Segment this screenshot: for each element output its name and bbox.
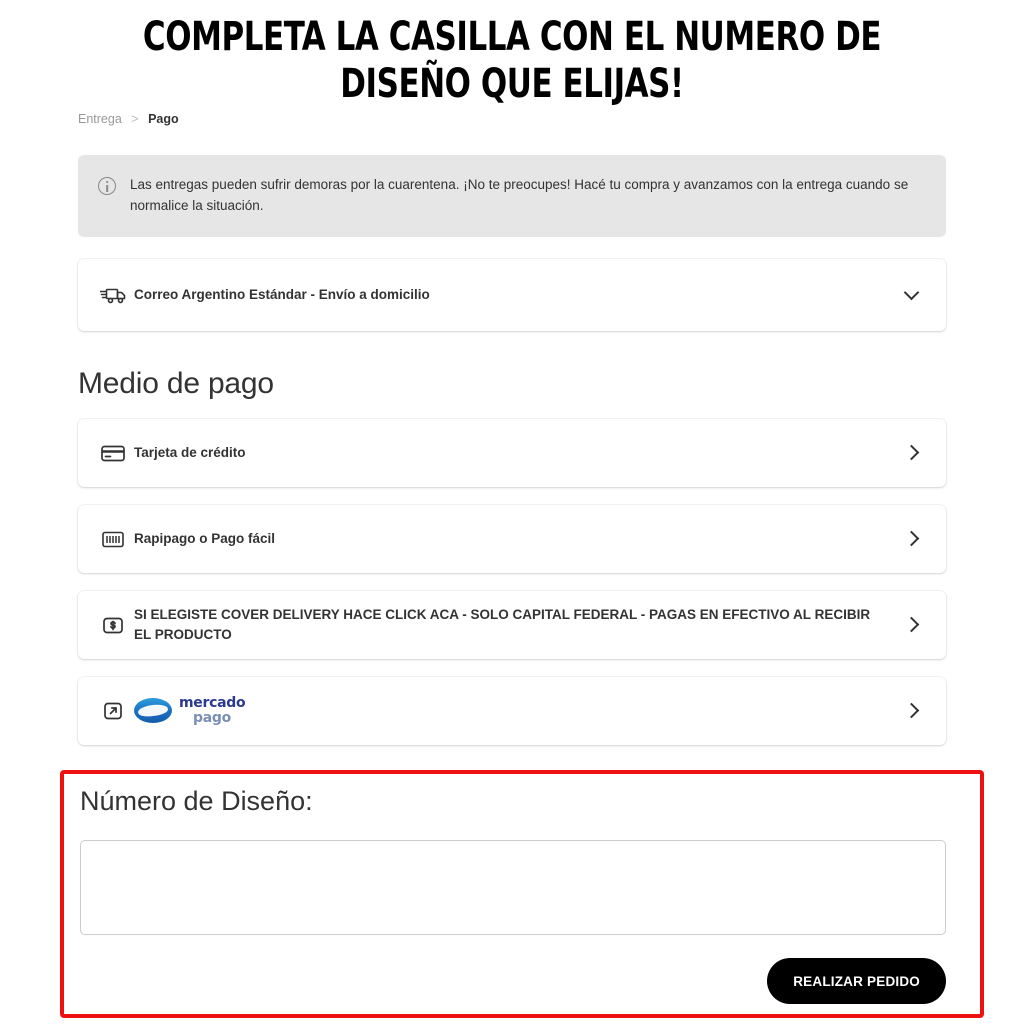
breadcrumb-item-pago: Pago: [148, 112, 179, 126]
chevron-right-icon[interactable]: [902, 447, 920, 458]
design-number-input[interactable]: [80, 840, 946, 935]
external-link-icon: [100, 701, 134, 721]
cash-dollar-icon: [100, 615, 134, 635]
breadcrumb: [78, 112, 179, 126]
payment-option-credit-card-label: Tarjeta de crédito: [134, 445, 246, 461]
payment-option-credit-card[interactable]: [78, 419, 946, 487]
promo-headline-line-2: DISEÑO QUE ELIJAS!: [340, 61, 684, 108]
mercado-pago-wordmark: [179, 696, 245, 725]
breadcrumb-separator: >: [131, 112, 139, 126]
checkout-content: [78, 155, 946, 763]
chevron-down-icon[interactable]: [902, 287, 920, 302]
payment-option-rapipago[interactable]: [78, 505, 946, 573]
barcode-icon: [100, 529, 134, 549]
credit-card-icon: [100, 443, 134, 463]
chevron-right-icon[interactable]: [902, 533, 920, 544]
mercado-pago-word-2: pago: [193, 710, 231, 727]
payment-option-rapipago-label: Rapipago o Pago fácil: [134, 531, 276, 547]
design-number-title: Número de Diseño:: [80, 786, 313, 816]
shipping-truck-icon: [100, 285, 134, 305]
payment-option-mercado-pago[interactable]: [78, 677, 946, 745]
shipping-method-row[interactable]: [78, 259, 946, 331]
payment-section-title: Medio de pago: [78, 366, 274, 400]
promo-headline: [72, 14, 953, 108]
payment-option-cash-delivery-label: SI ELEGISTE COVER DELIVERY HACE CLICK ACA - SOLO CAPITAL FEDERAL - PAGAS EN EFECTIVO AL RECIBIR EL PRODUCTO: [134, 607, 871, 642]
mercado-pago-logo: [134, 696, 884, 725]
delivery-delay-notice-text: Las entregas pueden sufrir demoras por la cuarentena. ¡No te preocupes! Hacé tu compra y avanzamos con la entrega cuando se normalice la situación.: [130, 177, 909, 213]
place-order-button[interactable]: REALIZAR PEDIDO: [767, 958, 946, 1004]
promo-headline-line-1: COMPLETA LA CASILLA CON EL NUMERO DE: [142, 14, 882, 60]
shipping-method-label: Correo Argentino Estándar - Envío a domicilio: [134, 287, 430, 303]
mercado-pago-swoosh-icon: [134, 698, 172, 723]
payment-option-cash-delivery[interactable]: [78, 591, 946, 659]
info-circle-icon: [98, 177, 116, 195]
chevron-right-icon[interactable]: [902, 619, 920, 630]
delivery-delay-notice: [78, 155, 946, 237]
payment-option-mercado-pago-label: [134, 696, 902, 725]
breadcrumb-item-entrega[interactable]: Entrega: [78, 112, 122, 126]
mercado-pago-word-1: mercado: [179, 695, 246, 712]
chevron-right-icon[interactable]: [902, 705, 920, 716]
